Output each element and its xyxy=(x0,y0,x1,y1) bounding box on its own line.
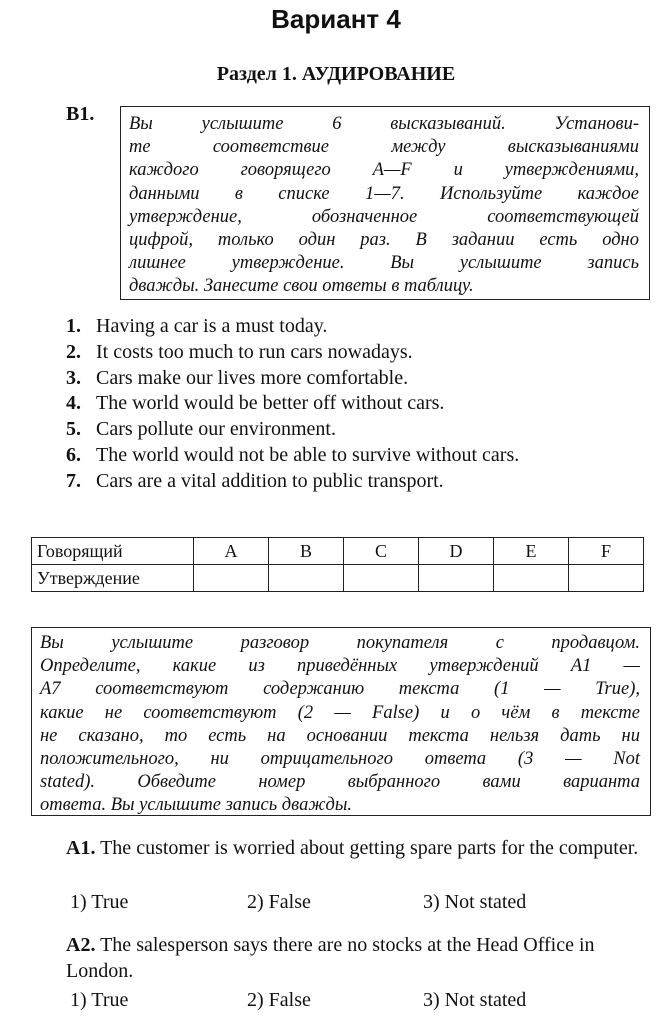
answer-cell[interactable] xyxy=(344,565,419,592)
instruction-line: Определите, какие из приведённых утверждений A1 — xyxy=(40,656,640,677)
option-false[interactable]: 2) False xyxy=(247,891,311,913)
statement-text: Cars pollute our environment. xyxy=(96,418,336,441)
question-a2 xyxy=(66,933,644,985)
statement-text: Cars make our lives more comfortable. xyxy=(96,366,409,389)
column-header: B xyxy=(269,538,344,565)
column-header: F xyxy=(569,538,644,565)
statement-number: 7. xyxy=(66,469,81,492)
option-true[interactable]: 1) True xyxy=(70,989,129,1011)
instruction-line: какие не соответствуют (2 — False) и о чём в тексте xyxy=(40,702,640,723)
page-title: Вариант 4 xyxy=(271,4,401,34)
statement-number: 3. xyxy=(66,366,81,389)
list-item xyxy=(66,314,644,340)
question-a1 xyxy=(66,836,644,862)
section-title: Раздел 1. АУДИРОВАНИЕ xyxy=(216,63,456,85)
instruction-line: положительного, ни отрицательного ответа (3 — Not xyxy=(40,749,640,770)
statement-number: 4. xyxy=(66,392,81,415)
task-a-instructions xyxy=(31,627,651,816)
instruction-line: Вы услышите разговор покупателя с продавцом. xyxy=(40,633,640,653)
list-item xyxy=(66,469,644,495)
instruction-line: A7 соответствуют содержанию текста (1 — True), xyxy=(40,679,640,700)
statement-number: 1. xyxy=(66,315,81,337)
column-header: E xyxy=(494,538,569,565)
instruction-line: данными в списке 1—7. Используйте каждое xyxy=(129,183,639,204)
statement-number: 2. xyxy=(66,340,81,363)
instruction-line: stated). Обведите номер выбранного вами варианта xyxy=(40,772,640,793)
statement-text: It costs too much to run cars nowadays. xyxy=(96,340,413,363)
option-not-stated[interactable]: 3) Not stated xyxy=(423,989,527,1011)
instruction-line: не сказано, то есть на основании текста нельзя дать ни xyxy=(40,725,640,746)
list-item xyxy=(66,340,644,366)
instruction-line: лишнее утверждение. Вы услышите запись xyxy=(129,253,639,274)
answer-cell[interactable] xyxy=(569,565,644,592)
list-item xyxy=(66,391,644,417)
question-id: A2. xyxy=(66,934,96,956)
answer-cell[interactable] xyxy=(269,565,344,592)
instruction-line: каждого говорящего A—F и утверждениями, xyxy=(129,160,639,181)
answer-cell[interactable] xyxy=(194,565,269,592)
list-item xyxy=(66,417,644,443)
statement-text: The world would not be able to survive without cars. xyxy=(96,443,520,466)
instruction-line: цифрой, только один раз. В задании есть одно xyxy=(129,230,639,251)
question-id: A1. xyxy=(66,837,96,859)
table-row xyxy=(32,565,644,592)
task-b1-instructions xyxy=(120,106,650,300)
statement-number: 6. xyxy=(66,443,81,466)
statement-text: Having a car is a must today. xyxy=(96,315,328,337)
instruction-line: утверждение, обозначенное соответствующей xyxy=(129,206,639,227)
option-not-stated[interactable]: 3) Not stated xyxy=(423,891,527,913)
statement-number: 5. xyxy=(66,418,81,441)
column-header: C xyxy=(344,538,419,565)
answer-cell[interactable] xyxy=(419,565,494,592)
statement-list xyxy=(66,314,644,495)
list-item xyxy=(66,366,644,392)
instruction-line: ответа. Вы услышите запись дважды. xyxy=(40,795,353,816)
option-true[interactable]: 1) True xyxy=(70,891,129,913)
statement-row-label: Утверждение xyxy=(32,565,194,592)
answer-table xyxy=(31,537,644,592)
question-text: The customer is worried about getting spare parts for the computer. xyxy=(100,837,639,859)
table-row xyxy=(32,538,644,565)
speaker-row-label: Говорящий xyxy=(32,538,194,565)
statement-text: Cars are a vital addition to public transport. xyxy=(96,469,444,492)
task-b1-label: B1. xyxy=(66,103,95,125)
instruction-line: Вы услышите 6 высказываний. Установи- xyxy=(129,114,639,134)
statement-text: The world would be better off without cars. xyxy=(96,392,445,415)
answer-cell[interactable] xyxy=(494,565,569,592)
question-text: The salesperson says there are no stocks at the Head Office in London. xyxy=(66,934,595,982)
instruction-line: те соответствие между высказываниями xyxy=(129,137,639,158)
column-header: D xyxy=(419,538,494,565)
column-header: A xyxy=(194,538,269,565)
instruction-line: дважды. Занесите свои ответы в таблицу. xyxy=(129,276,474,297)
option-false[interactable]: 2) False xyxy=(247,989,311,1011)
list-item xyxy=(66,443,644,469)
